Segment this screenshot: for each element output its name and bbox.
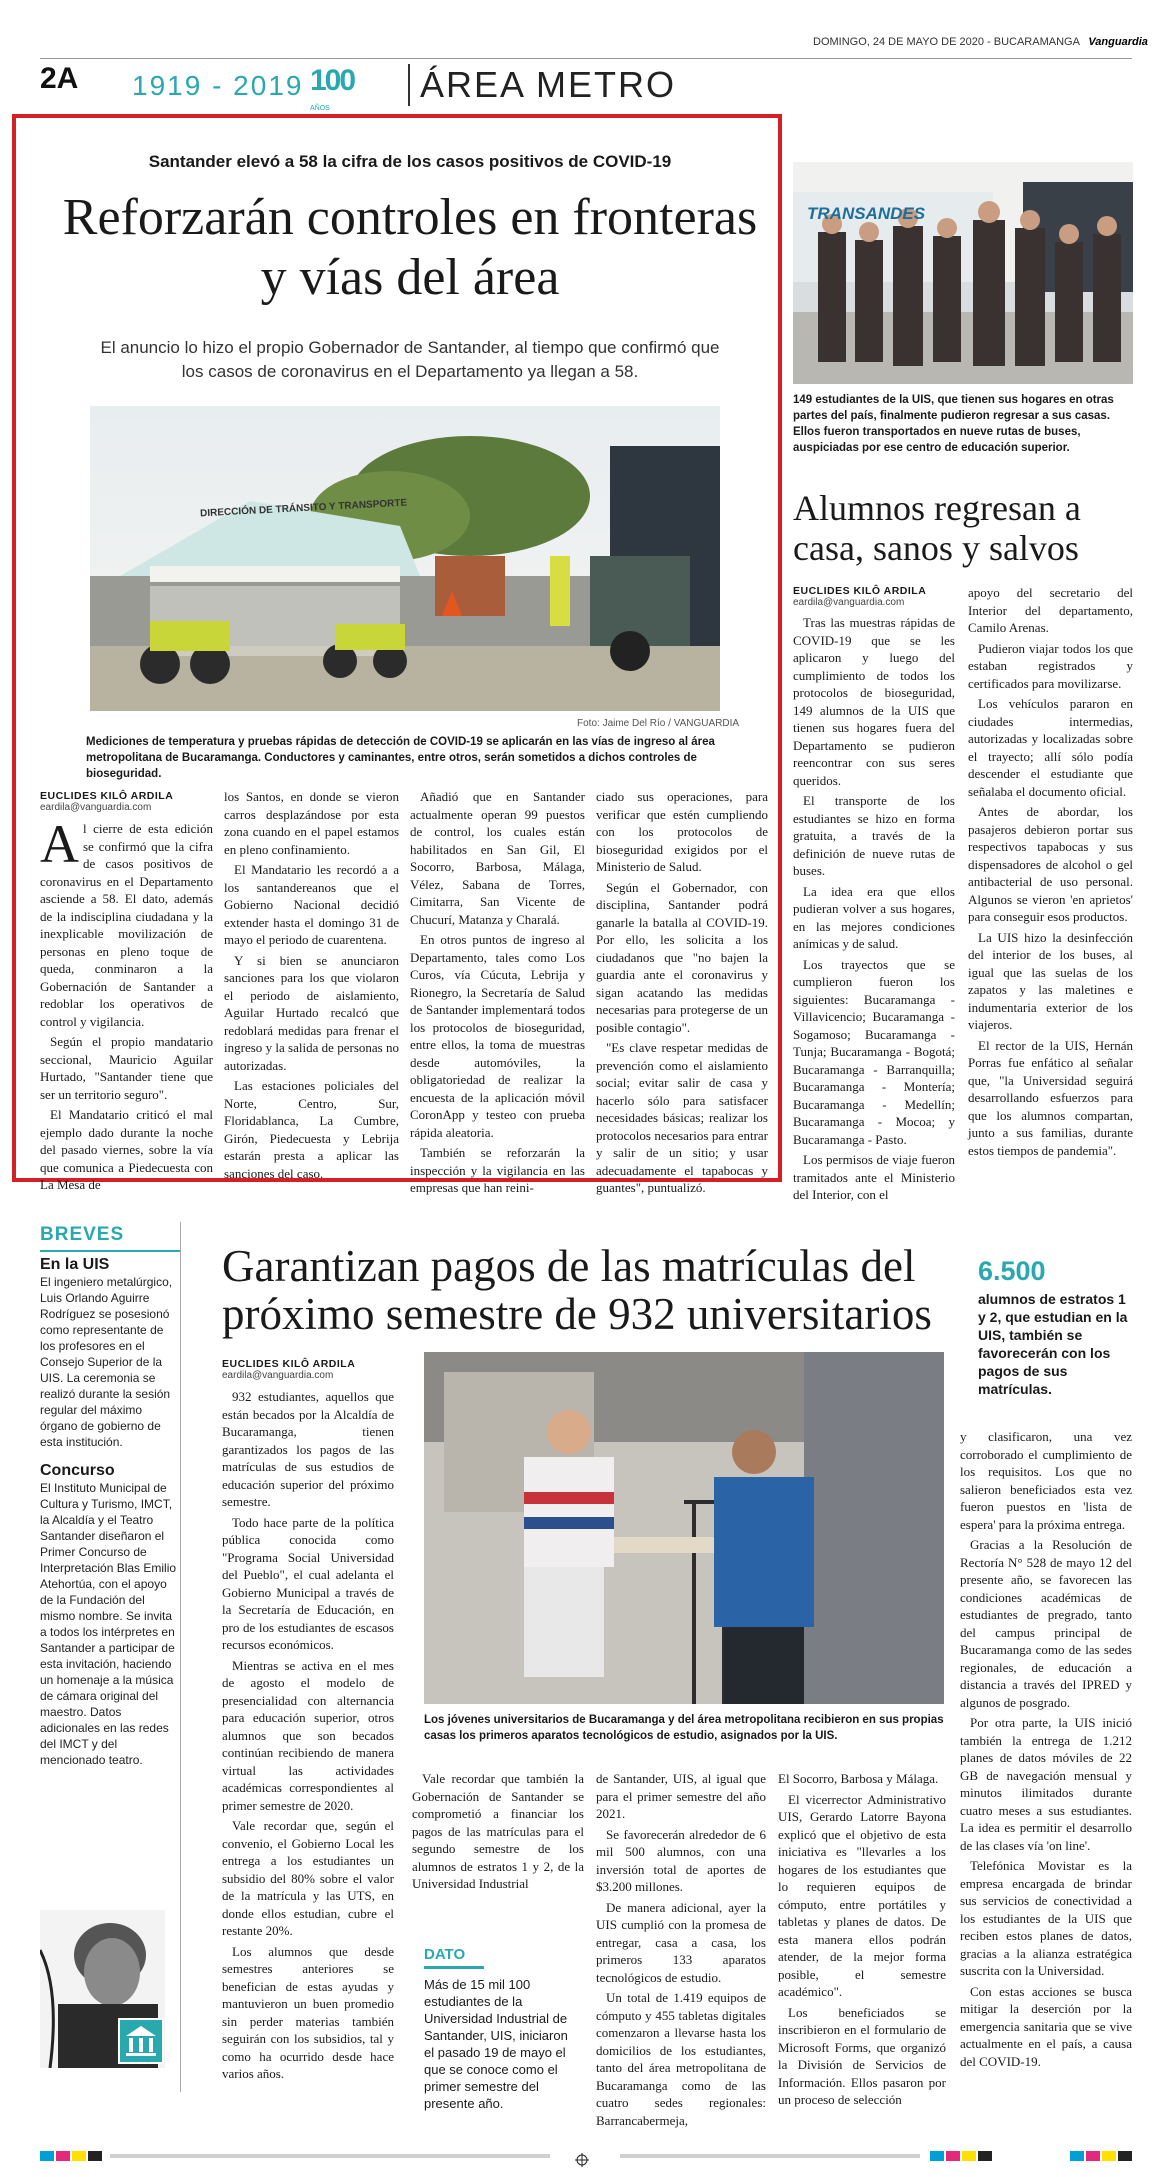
breve-text: El ingeniero metalúrgico, Luis Orlando Aguirre Rodríguez se posesionó como representante de los profesores en el Consejo Superior de la UIS. La ceremonia se realizó durante la sesión regular del máximo órgano de gobierno de esta institución. bbox=[40, 1275, 173, 1449]
paragraph: 932 estudiantes, aquellos que están becados por la Alcaldía de Bucaramanga, tienen garantizados los pagos de las matrículas de sus estudios de educación superior del próximo semestre. bbox=[222, 1389, 394, 1509]
main-deck: El anuncio lo hizo el propio Gobernador de Santander, al tiempo que confirmó que los casos de coronavirus en el Departamento ya llegan a 58. bbox=[100, 338, 720, 381]
paragraph: Antes de abordar, los pasajeros debieron portar sus respectivos tapabocas y sus dispensadores de alcohol o gel antibacterial de uso personal. Algunos se vieron 'en aprietos' para conseguir esos productos. bbox=[968, 804, 1133, 924]
paragraph: Por otra parte, la UIS inició también la entrega de 1.212 planes de datos móviles de 22 GB de navegación mensual y minutos ilimitados durante cuatro meses a sus estudiantes. La idea es permitir el desarrollo de las clases vía 'on line'. bbox=[960, 1715, 1132, 1853]
tuition-photo bbox=[424, 1352, 944, 1704]
dato-rule bbox=[424, 1966, 484, 1969]
main-byline: EUCLIDES KILÔ ARDILA bbox=[40, 790, 174, 802]
paragraph: Vale recordar que también la Gobernación de Santander se comprometió a financiar los pagos de las matrículas para el segundo semestre de los alumnos de estratos 1 y 2, de la Universidad Industrial bbox=[412, 1771, 584, 1891]
main-photo-caption: Mediciones de temperatura y pruebas rápidas de detección de COVID-19 se aplicarán en las vías de ingreso al área metropolitana de Bucaramanga. Conductores y caminantes, entre otros, serán sometidos a dichos controles de bioseguridad. bbox=[86, 736, 715, 780]
tuition-col-c bbox=[596, 1770, 766, 2132]
anniversary-number: 100 bbox=[310, 64, 355, 97]
imct-logo bbox=[118, 2018, 164, 2064]
main-headline: Reforzarán controles en fronteras y vías del área bbox=[62, 189, 758, 306]
anniversary-years: 1919 - 2019 bbox=[132, 70, 304, 101]
paragraph: de Santander, UIS, al igual que para el primer semestre del año 2021. bbox=[596, 1771, 766, 1821]
paragraph: En otros puntos de ingreso al Departamento, tales como Los Curos, vía Cúcuta, Lebrija y Rionegro, la Secretaría de Salud de Santander implementará todos los protocolos de bioseguridad, entre ellos, la toma de muestras desde automóviles, la obligatoriedad de realizar la encuesta de la aplicación móvil CoronApp y testeo con prueba rápida aleatoria. bbox=[410, 932, 585, 1140]
breves-column bbox=[40, 1256, 180, 1768]
paragraph: los Santos, en donde se vieron carros desplazándose por esta zona cuando en el papel estamos en pleno confinamiento. bbox=[224, 789, 399, 857]
paragraph: El rector de la UIS, Hernán Porras fue enfático al señalar que, "la Universidad seguirá desarrollando esfuerzos para que los alumnos compartan, junto a sus familias, durante estos tiempos de pandemia". bbox=[968, 1037, 1133, 1158]
breve-title: Concurso bbox=[40, 1462, 115, 1479]
breve-title: En la UIS bbox=[40, 1256, 110, 1273]
breves-rule bbox=[40, 1250, 180, 1252]
main-dropcap: A bbox=[40, 814, 79, 874]
tuition-col-left bbox=[222, 1388, 394, 2086]
side-col-2 bbox=[968, 584, 1133, 1162]
paragraph: Con estas acciones se busca mitigar la deserción por la emergencia sanitaria que se vive actualmente en el país, a causa del COVID-19. bbox=[960, 1983, 1132, 2069]
paragraph: El Mandatario les recordó a a los santandereanos que el Gobierno Nacional decidió extender hasta el domingo 31 de mayo el periodo de cuarentena. bbox=[224, 862, 399, 947]
paragraph: Los alumnos que desde semestres anteriores se benefician de estas ayudas y mantuvieron un buen promedio sin perder materias también seguirán con los subsidios, tal y como ha ocurrido desde hace varios años. bbox=[222, 1943, 394, 2081]
date-line bbox=[813, 36, 1148, 48]
paragraph: Gracias a la Resolución de Rectoría N° 528 de mayo 12 del presente año, se favorecen las condiciones académicas de estudiantes de pregrado, tanto del campus principal de Bucaramanga como de las sedes regionales, de educación a distancia a través del IPRED y algunos de posgrado. bbox=[960, 1537, 1132, 1710]
paragraph: "Es clave respetar medidas de prevención como el aislamiento social; evitar salir de casa y hacerlo sólo para satisfacer necesidades básicas; realizar los protocolos necesarios para entrar y salir de un sitio; y usar adecuadamente el tapabocas y guantes", puntualizó. bbox=[596, 1040, 768, 1195]
main-col-3 bbox=[410, 788, 585, 1200]
paragraph: De manera adicional, ayer la UIS cumplió con la promesa de entregar, casa a casa, los primeros 133 aparatos tecnológicos de estudio. bbox=[596, 1899, 766, 1985]
paragraph: Mientras se activa en el mes de agosto el modelo de presencialidad con alternancia para educación superior, otros alumnos que son becados continúan recibiendo de manera virtual las actividades académicas correspondientes al primer semestre de 2020. bbox=[222, 1657, 394, 1813]
side-photo bbox=[793, 162, 1133, 384]
side-photo-sign: TRANSANDES bbox=[807, 204, 926, 223]
main-email: eardila@vanguardia.com bbox=[40, 802, 152, 813]
side-photo-caption: 149 estudiantes de la UIS, que tienen sus hogares en otras partes del país, finalmente pudieron regresar a sus casas. Ellos fueron transportados en nueve rutas de buses, auspiciadas por ese centro de educación superior. bbox=[793, 394, 1114, 454]
side-email: eardila@vanguardia.com bbox=[793, 597, 905, 608]
laptop-delivery-illustration bbox=[424, 1352, 944, 1704]
checkpoint-illustration bbox=[90, 406, 720, 711]
paragraph: El vicerrector Administrativo UIS, Gerardo Latorre Bayona explicó que el objetivo de esta iniciativa es "llevarles a los hogares de los estudiantes que lo requieren equipos de cómputo, entre portátiles y tabletas y planes de datos. De esta manera ellos podrán atender, de la mejor forma posible, el semestre académico". bbox=[778, 1791, 946, 1999]
brand-name: Vanguardia bbox=[1088, 36, 1148, 48]
tuition-headline: Garantizan pagos de las matrículas del próximo semestre de 932 universitarios bbox=[222, 1241, 932, 1339]
paragraph: La UIS hizo la desinfección del interior de los buses, al igual que las suelas de los zapatos y las maletines e indumentaria exterior de los viajeros. bbox=[968, 929, 1133, 1032]
tuition-col-right bbox=[960, 1428, 1132, 2073]
paragraph: Según el propio mandatario seccional, Mauricio Aguilar Hurtado, "Santander tiene que ser un territorio seguro". bbox=[40, 1034, 213, 1102]
paragraph: Añadió que en Santander actualmente operan 99 puestos de control, los cuales están habilitados en San Gil, El Socorro, Barbosa, Málaga, Vélez, Sabana de Torres, Cimitarra, San Vicente de Chucurí, Matanza y Charalá. bbox=[410, 789, 585, 927]
paragraph: y clasificaron, una vez corroborado el cumplimiento de los requisitos. Los que no salieron beneficiados esta vez fueron puestos en 'lista de espera' para la próxima entrega. bbox=[960, 1429, 1132, 1532]
main-photo bbox=[90, 406, 720, 711]
paragraph: Los trayectos que se cumplieron fueron los siguientes: Bucaramanga - Villavicencio; Bucaramanga - Sogamoso; Bucaramanga - Tunja; Bucaramanga - Bogotá; Bucaramanga - Barranquilla; Bucaramanga - Montería; Bucaramanga - Medellín; Bucaramanga - Mocoa; y Bucaramanga - Pasto. bbox=[793, 956, 955, 1147]
theater-icon bbox=[120, 2020, 162, 2062]
date-text: DOMINGO, 24 DE MAYO DE 2020 - BUCARAMANGA bbox=[813, 36, 1080, 48]
anniversary-word: AÑOS bbox=[310, 105, 330, 112]
paragraph: ciado sus operaciones, para verificar que estén cumpliendo con los protocolos de bioseguridad exigidos por el Ministerio de Salud. bbox=[596, 789, 768, 874]
paragraph: apoyo del secretario del Interior del departamento, Camilo Arenas. bbox=[968, 585, 1133, 635]
main-col-4 bbox=[596, 788, 768, 1200]
tuition-col-d bbox=[778, 1770, 946, 2112]
main-col-2 bbox=[224, 788, 399, 1185]
tuition-email: eardila@vanguardia.com bbox=[222, 1370, 334, 1381]
dato-text: Más de 15 mil 100 estudiantes de la Universidad Industrial de Santander, UIS, iniciaron el pasado 19 de mayo el que se conoce como el primer semestre del presente año. bbox=[424, 1977, 568, 2111]
paragraph: Los beneficiados se inscribieron en el formulario de Microsoft Forms, que organizó la División de Servicios de Información. Ellos pasaron por un proceso de selección bbox=[778, 2004, 946, 2107]
paragraph: l cierre de esta edición se confirmó que la cifra de casos positivos de coronavirus en el Departamento asciende a 58. El dato, además de la indisciplina ciudadana y la inexplicable movilización de personas en pleno toque de queda, conminaron a la Gobernación de Santander a redoblar los operativos de control y vigilancia. bbox=[40, 821, 213, 1029]
paragraph: Según el Gobernador, con disciplina, Santander podrá ganarle la batalla al COVID-19. Por ello, les solicita a los ciudadanos que "no bajen la guardia ante el coronavirus y sigan acatando las medidas necesarias para protegerse de un posible contagio". bbox=[596, 879, 768, 1035]
main-photo-sign: DIRECCIÓN DE TRÁNSITO Y TRANSPORTE bbox=[199, 497, 408, 520]
tuition-photo-caption: Los jóvenes universitarios de Bucaramanga y del área metropolitana recibieron en sus propias casas los primeros aparatos tecnológicos de estudio, asignados por la UIS. bbox=[424, 1714, 944, 1742]
paragraph: Vale recordar que, según el convenio, el Gobierno Local les entrega a los estudiantes un subsidio del 80% sobre el valor de la matrícula y las UTS, en donde ellos estudian, cubre el restante 20%. bbox=[222, 1818, 394, 1938]
paragraph: Telefónica Movistar es la empresa encargada de brindar sus servicios de conectividad a los estudiantes de la UIS que reciben estos planes de datos, gracias a la alianza estratégica suscrita con la Universidad. bbox=[960, 1858, 1132, 1978]
students-bus-illustration bbox=[793, 162, 1133, 384]
main-kicker: Santander elevó a 58 la cifra de los casos positivos de COVID-19 bbox=[148, 152, 672, 171]
paragraph: Un total de 1.419 equipos de cómputo y 455 tabletas digitales comenzaron a llevarse hasta los domicilios de los estudiantes, tanto del área metropolitana de Bucaramanga como de las cuatro sedes regionales: Barrancabermeja, bbox=[596, 1990, 766, 2128]
paragraph: Todo hace parte de la política pública conocida como "Programa Social Universidad del Pueblo", el cual adelanta el Gobierno Municipal a través de la Secretaría de Educación, en pro de los estudiantes de escasos recursos económicos. bbox=[222, 1514, 394, 1652]
stat-text: alumnos de estratos 1 y 2, que estudian en la UIS, también se favorecerán con los pagos de sus matrículas. bbox=[978, 1291, 1128, 1397]
registration-mark-icon bbox=[575, 2152, 589, 2166]
paragraph: Pudieron viajar todos los que estaban registrados y certificados para movilizarse. bbox=[968, 640, 1133, 691]
paragraph: Y si bien se anunciaron sanciones para los que violaron el periodo de aislamiento, Aguilar Hurtado recalcó que redoblará medidas para frenar el ingreso y la salida de personas no autorizadas. bbox=[224, 952, 399, 1073]
dato-label: DATO bbox=[424, 1946, 466, 1963]
paragraph: También se reforzarán la inspección y la vigilancia en las empresas que han reini- bbox=[410, 1145, 585, 1195]
side-col-1 bbox=[793, 614, 955, 1207]
anniversary-logo bbox=[310, 64, 376, 112]
paragraph: El Mandatario criticó el mal ejemplo dado durante la noche del pasado viernes, sobre la vía que comunica a Piedecuesta con La Mesa de bbox=[40, 1107, 213, 1192]
paragraph: Los permisos de viaje fueron tramitados ante el Ministerio del Interior, con el bbox=[793, 1152, 955, 1202]
main-col-1 bbox=[40, 814, 213, 1197]
main-photo-credit: Foto: Jaime Del Río / VANGUARDIA bbox=[577, 718, 740, 729]
header-rule bbox=[40, 58, 1132, 59]
paragraph: La idea era que ellos pudieran volver a sus hogares, en las mejores condiciones anímicas y de salud. bbox=[793, 883, 955, 951]
paragraph: Los vehículos pararon en ciudades intermedias, autorizadas y localizadas sobre el trayecto; allí sólo podía descender el estudiante que señalaba el documento oficial. bbox=[968, 696, 1133, 799]
paragraph: Las estaciones policiales del Norte, Centro, Sur, Floridablanca, La Cumbre, Girón, Piedecuesta y Lebrija estarán presta a aplicar las sanciones del caso. bbox=[224, 1078, 399, 1181]
paragraph: El Socorro, Barbosa y Málaga. bbox=[778, 1771, 939, 1786]
paragraph: El transporte de los estudiantes se hizo en forma gratuita, a través de la definición de nueve rutas de buses. bbox=[793, 793, 955, 878]
paragraph: Se favorecerán alrededor de 6 mil 500 alumnos, con una inversión total de aportes de $3.200 millones. bbox=[596, 1826, 766, 1894]
paragraph: Tras las muestras rápidas de COVID-19 que se les aplicaron y luego del cumplimiento de todos los protocolos de bioseguridad, 149 alumnos de la UIS que tienen sus hogares fuera del Departamento se pudieron reencontrar con sus seres queridos. bbox=[793, 615, 955, 788]
side-headline: Alumnos regresan a casa, sanos y salvos bbox=[793, 488, 1081, 568]
stat-number: 6.500 bbox=[978, 1256, 1046, 1286]
tuition-col-b bbox=[412, 1770, 584, 1896]
section-title: ÁREA METRO bbox=[408, 64, 676, 106]
breves-title: BREVES bbox=[40, 1224, 125, 1245]
side-byline: EUCLIDES KILÔ ARDILA bbox=[793, 585, 927, 597]
page-number: 2A bbox=[40, 62, 79, 95]
breves-divider bbox=[180, 1222, 181, 2092]
tuition-byline: EUCLIDES KILÔ ARDILA bbox=[222, 1358, 356, 1370]
breve-text: El Instituto Municipal de Cultura y Turismo, IMCT, la Alcaldía y el Teatro Santander diseñaron el Primer Concurso de Interpretación Blas Emilio Atehortúa, con el apoyo de la Fundación del mismo nombre. Se invita a todos los intérpretes en Santander a participar de esta invitación, haciendo un homenaje a la música de cámara original del maestro. Datos adicionales en las redes del IMCT y del mencionado teatro. bbox=[40, 1481, 177, 1767]
